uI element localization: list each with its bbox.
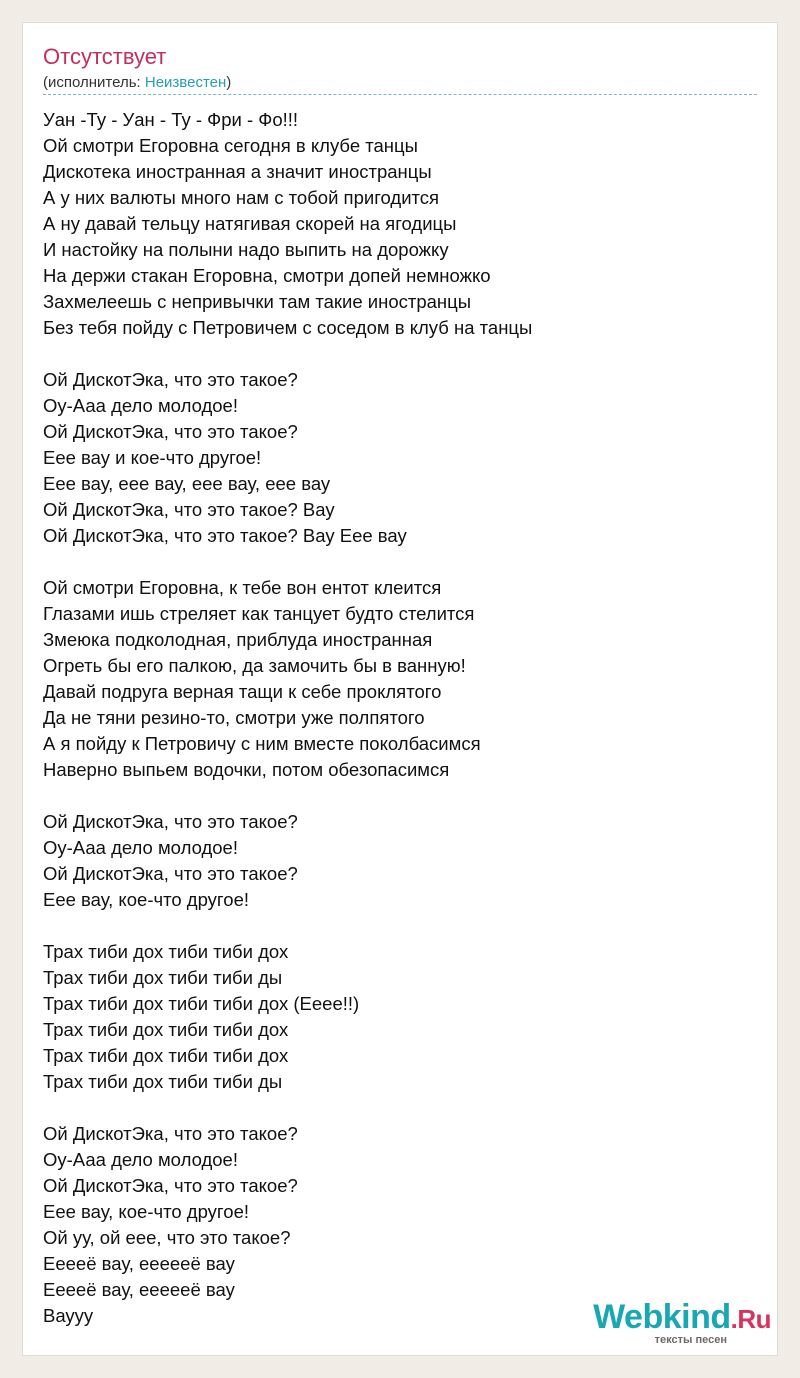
logo-tld: .Ru (730, 1304, 771, 1334)
lyrics-line: Оу-Ааа дело молодое! (43, 395, 238, 416)
lyrics-line: А у них валюты много нам с тобой пригодится (43, 187, 440, 208)
lyrics-stanza (43, 939, 532, 1095)
artist-suffix: ) (226, 74, 232, 91)
lyrics-line: Ой уу, ой еее, что это такое? (43, 1227, 291, 1248)
lyrics-line: Ой ДискотЭка, что это такое? (43, 863, 298, 884)
lyrics-stanza (43, 107, 532, 341)
site-logo[interactable] (571, 1299, 771, 1349)
lyrics-line: Трах тиби дох тиби тиби дох (43, 941, 289, 962)
lyrics-line: Ой ДискотЭка, что это такое? Вау Еее вау (43, 525, 407, 546)
lyrics-line: Вауyу (43, 1305, 94, 1326)
lyrics-stanza (43, 1121, 532, 1329)
lyrics-card (22, 22, 778, 1356)
lyrics-line: Захмелеешь с непривычки там такие иностранцы (43, 291, 472, 312)
lyrics-line: Давай подруга верная тащи к себе проклятого (43, 681, 442, 702)
lyrics-line: Ой ДискотЭка, что это такое? (43, 811, 298, 832)
lyrics-line: Ой ДискотЭка, что это такое? (43, 1175, 298, 1196)
lyrics-stanza (43, 367, 532, 549)
lyrics-line: Трах тиби дох тиби тиби ды (43, 1071, 283, 1092)
lyrics-line: На держи стакан Егоровна, смотри допей немножко (43, 265, 491, 286)
lyrics-line: Трах тиби дох тиби тиби дох (43, 1045, 289, 1066)
lyrics-line: Трах тиби дох тиби тиби ды (43, 967, 283, 988)
lyrics-line: Ой смотри Егоровна сегодня в клубе танцы (43, 135, 418, 156)
lyrics-line: Еее вау, кое-что другое! (43, 1201, 249, 1222)
lyrics-line: Трах тиби дох тиби тиби дох (43, 1019, 289, 1040)
lyrics-line: Без тебя пойду с Петровичем с соседом в клуб на танцы (43, 317, 533, 338)
lyrics-line: Ой смотри Егоровна, к тебе вон ентот клеится (43, 577, 442, 598)
lyrics-line: Дискотека иностранная а значит иностранцы (43, 161, 432, 182)
logo-brand: Webkind (593, 1298, 731, 1336)
lyrics-line: Наверно выпьем водочки, потом обезопасимся (43, 759, 450, 780)
lyrics-line: Еее вау, кое-что другое! (43, 889, 249, 910)
artist-line (43, 73, 231, 93)
lyrics-line: Еееeё вау, еееееё вау (43, 1279, 235, 1300)
logo-wordmark (593, 1299, 771, 1337)
lyrics-line: Еееeё вау, еееееё вау (43, 1253, 235, 1274)
lyrics-line: Оу-Ааа дело молодое! (43, 837, 238, 858)
lyrics-stanza (43, 575, 532, 783)
logo-tagline: тексты песен (654, 1334, 727, 1346)
lyrics-line: Уан -Ту - Уан - Ту - Фри - Фо!!! (43, 109, 299, 130)
lyrics-line: Ой ДискотЭка, что это такое? (43, 1123, 298, 1144)
lyrics-line: Еее вау, еее вау, еее вау, еее вау (43, 473, 331, 494)
lyrics-line: Ой ДискотЭка, что это такое? (43, 421, 298, 442)
lyrics-line: И настойку на полыни надо выпить на дорожку (43, 239, 449, 260)
artist-prefix: (исполнитель: (43, 74, 145, 91)
lyrics-stanza (43, 809, 532, 913)
lyrics-line: Глазами ишь стреляет как танцует будто стелится (43, 603, 475, 624)
lyrics-line: Ой ДискотЭка, что это такое? Вау (43, 499, 335, 520)
lyrics-line: А ну давай тельцу натягивая скорей на ягодицы (43, 213, 457, 234)
lyrics-line: Оу-Ааа дело молодое! (43, 1149, 238, 1170)
lyrics-line: Змеюка подколодная, приблуда иностранная (43, 629, 433, 650)
lyrics-body (43, 107, 532, 1329)
lyrics-line: Огреть бы его палкою, да замочить бы в ванную! (43, 655, 466, 676)
song-title: Отсутствует (43, 44, 167, 69)
header-divider (43, 94, 757, 95)
lyrics-line: А я пойду к Петровичу с ним вместе поколбасимся (43, 733, 481, 754)
lyrics-line: Ой ДискотЭка, что это такое? (43, 369, 298, 390)
artist-link[interactable]: Неизвестен (144, 74, 227, 91)
lyrics-line: Да не тяни резино-то, смотри уже полпятого (43, 707, 425, 728)
lyrics-line: Трах тиби дох тиби тиби дох (Ееее!!) (43, 993, 360, 1014)
lyrics-line: Еее вау и кое-что другое! (43, 447, 262, 468)
